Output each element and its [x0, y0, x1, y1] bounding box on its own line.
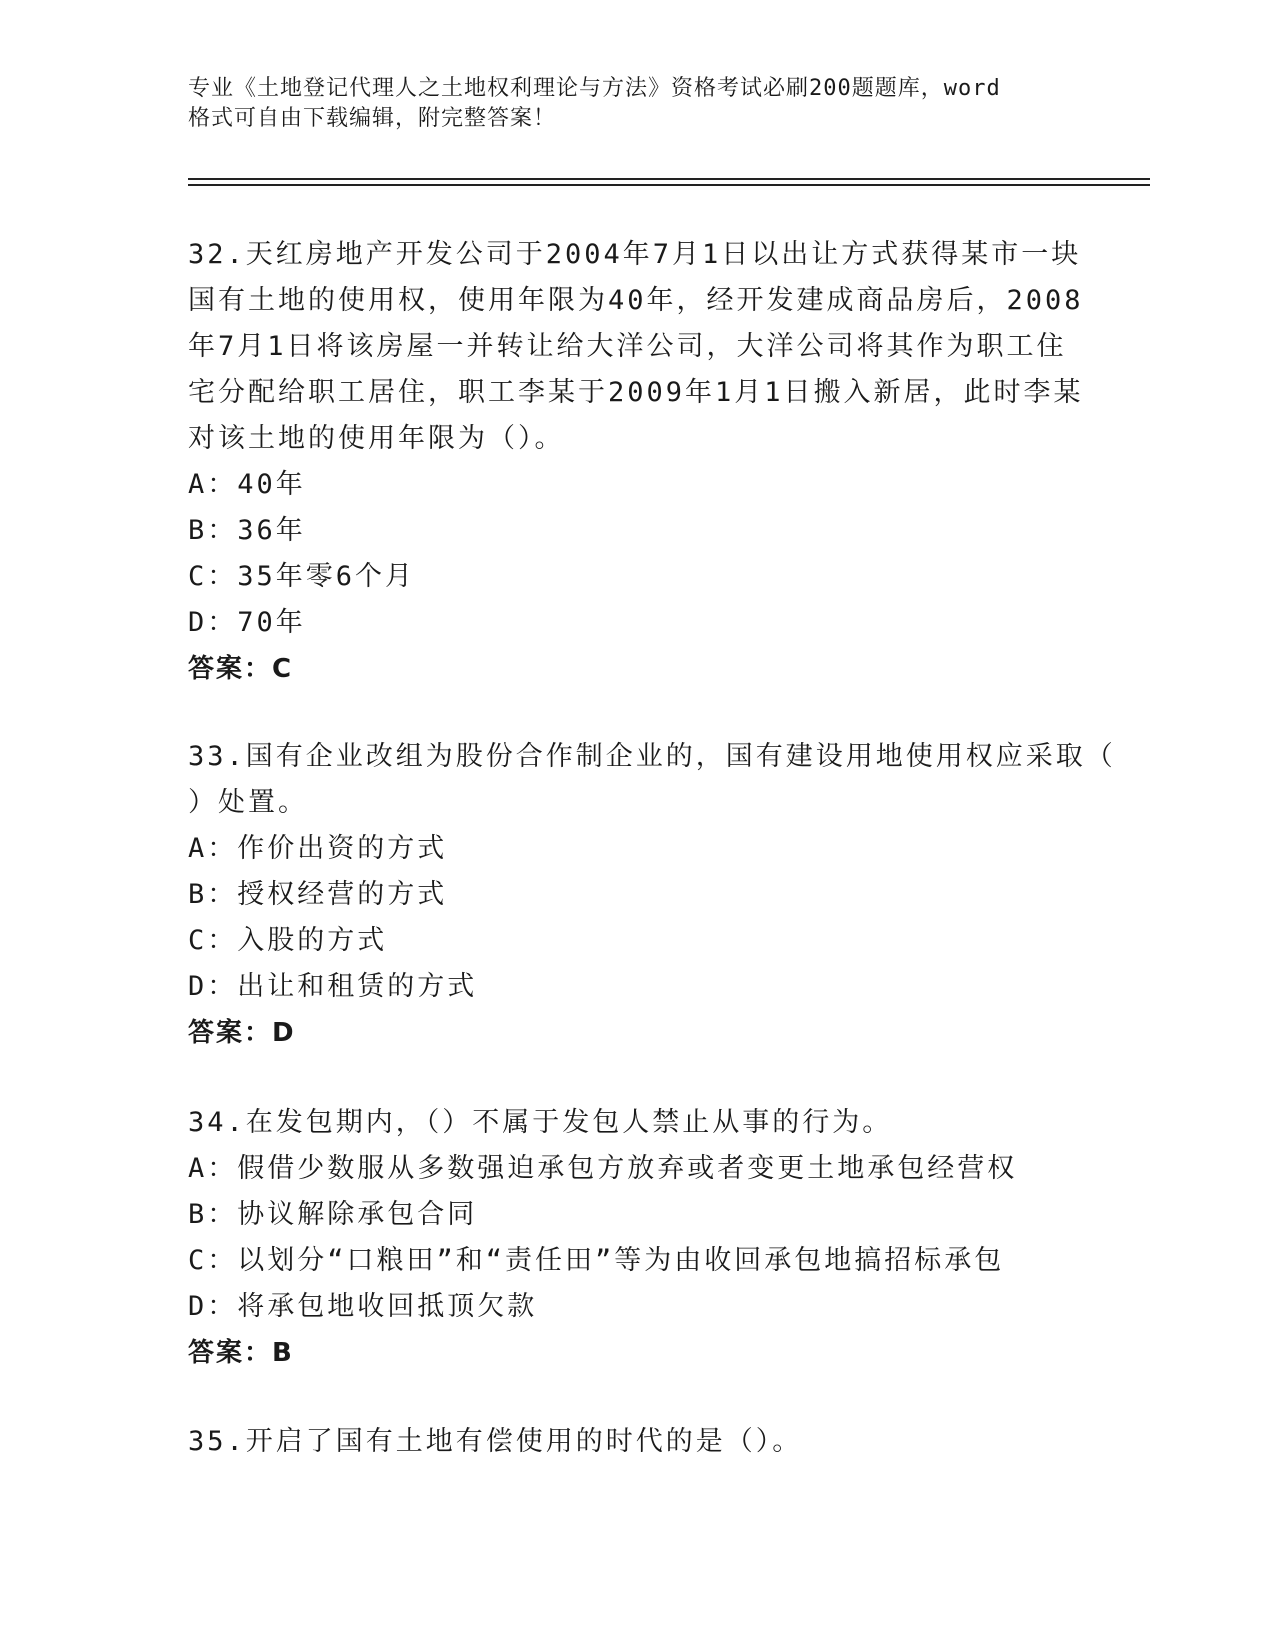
option-d: D：70年: [188, 607, 306, 638]
question-stem-line: ）处置。: [188, 787, 308, 818]
header-divider: [188, 184, 1150, 186]
option-c: C：35年零6个月: [188, 561, 416, 592]
option-c: C：入股的方式: [188, 925, 388, 956]
option-a: A：40年: [188, 469, 306, 500]
document-header: [188, 74, 1068, 134]
question-stem-line: 33.国有企业改组为股份合作制企业的，国有建设用地使用权应采取（: [188, 741, 1116, 772]
option-a: A：假借少数服从多数强迫承包方放弃或者变更土地承包经营权: [188, 1153, 1018, 1184]
option-d: D：将承包地收回抵顶欠款: [188, 1291, 538, 1322]
question-stem-line: 国有土地的使用权，使用年限为40年，经开发建成商品房后，2008: [188, 285, 1084, 316]
answer-label: 答案：C: [188, 654, 294, 684]
question-stem-line: 35.开启了国有土地有偿使用的时代的是（）。: [188, 1426, 803, 1457]
question-stem-line: 34.在发包期内，（）不属于发包人禁止从事的行为。: [188, 1107, 893, 1138]
option-b: B：授权经营的方式: [188, 879, 448, 910]
option-a: A：作价出资的方式: [188, 833, 448, 864]
answer-label: 答案：D: [188, 1018, 296, 1048]
option-b: B：协议解除承包合同: [188, 1199, 478, 1230]
option-b: B：36年: [188, 515, 306, 546]
header-divider: [188, 178, 1150, 180]
answer-label: 答案：B: [188, 1338, 294, 1368]
question-stem-line: 宅分配给职工居住，职工李某于2009年1月1日搬入新居，此时李某: [188, 377, 1084, 408]
option-c: C：以划分“口粮田”和“责任田”等为由收回承包地搞招标承包: [188, 1245, 1005, 1276]
question-33: [188, 734, 1116, 1056]
question-35: [188, 1419, 1088, 1465]
question-stem-line: 对该土地的使用年限为（）。: [188, 423, 565, 454]
option-d: D：出让和租赁的方式: [188, 971, 478, 1002]
header-line: 格式可自由下载编辑，附完整答案！: [188, 106, 557, 131]
question-stem-line: 年7月1日将该房屋一并转让给大洋公司，大洋公司将其作为职工住: [188, 331, 1067, 362]
question-32: [188, 232, 1088, 692]
header-line: 专业《土地登记代理人之土地权利理论与方法》资格考试必刷200题题库，word: [188, 76, 1001, 101]
question-stem-line: 32.天红房地产开发公司于2004年7月1日以出让方式获得某市一块: [188, 239, 1082, 270]
question-34: [188, 1100, 1088, 1376]
